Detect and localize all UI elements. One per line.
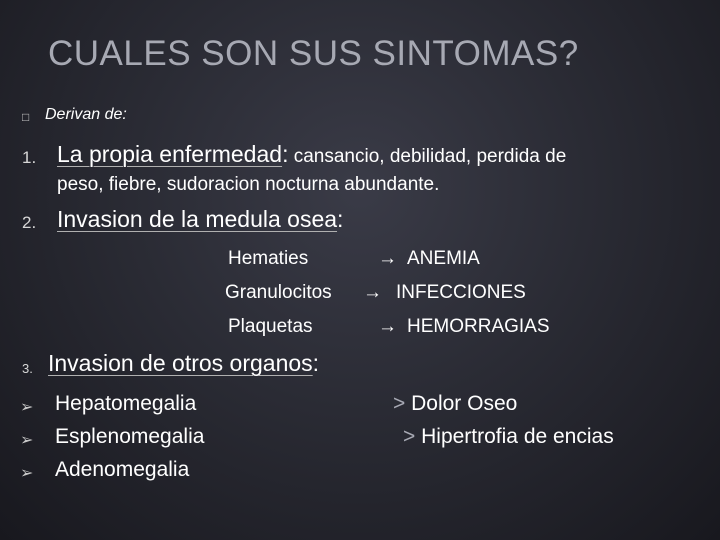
organo-esplenomegalia: Esplenomegalia — [55, 425, 205, 448]
intro-text: Derivan de: — [45, 106, 127, 123]
arrow-icon: → — [363, 282, 382, 303]
cell-plaquetas: Plaquetas — [228, 316, 313, 337]
arrowhead-bullet-icon: ➢ — [20, 465, 34, 482]
item-2-number: 2. — [22, 213, 37, 232]
item-3-line — [48, 350, 319, 377]
slide-title: CUALES SON SUS SINTOMAS? — [48, 34, 579, 73]
effect-infecciones: INFECCIONES — [396, 282, 526, 303]
organo-dolor-oseo — [393, 392, 517, 416]
item-1-heading: La propia enfermedad — [57, 141, 283, 167]
organo-dolor-oseo-text: Dolor Oseo — [411, 392, 518, 415]
item-1-symptoms: cansancio, debilidad, perdida de — [288, 146, 567, 167]
item-2-line — [57, 206, 343, 233]
effect-hemorragias: HEMORRAGIAS — [407, 316, 550, 337]
effect-anemia: ANEMIA — [407, 248, 480, 269]
item-3-number: 3. — [22, 361, 33, 376]
item-1-colon: : — [282, 141, 289, 167]
arrow-icon: → — [378, 248, 397, 269]
item-1-number: 1. — [22, 148, 37, 167]
greater-than-icon: > — [393, 392, 406, 415]
organo-hipertrofia-text: Hipertrofia de encias — [421, 425, 614, 448]
arrow-icon: → — [378, 316, 397, 337]
organo-adenomegalia: Adenomegalia — [55, 458, 190, 481]
arrowhead-bullet-icon: ➢ — [20, 432, 34, 449]
arrowhead-bullet-icon: ➢ — [20, 399, 34, 416]
item-3-colon: : — [312, 350, 320, 376]
item-2-heading: Invasion de la medula osea — [57, 206, 338, 232]
organo-hepatomegalia: Hepatomegalia — [55, 392, 197, 415]
organo-hipertrofia — [403, 425, 614, 449]
square-bullet-icon: □ — [22, 110, 30, 124]
item-2-colon: : — [337, 206, 344, 232]
item-1-line — [57, 141, 566, 168]
item-1-continuation: peso, fiebre, sudoracion nocturna abundante. — [57, 174, 440, 195]
cell-granulocitos: Granulocitos — [225, 282, 332, 303]
greater-than-icon: > — [403, 425, 416, 448]
item-3-heading: Invasion de otros organos — [48, 350, 313, 376]
cell-hematies: Hematies — [228, 248, 309, 269]
